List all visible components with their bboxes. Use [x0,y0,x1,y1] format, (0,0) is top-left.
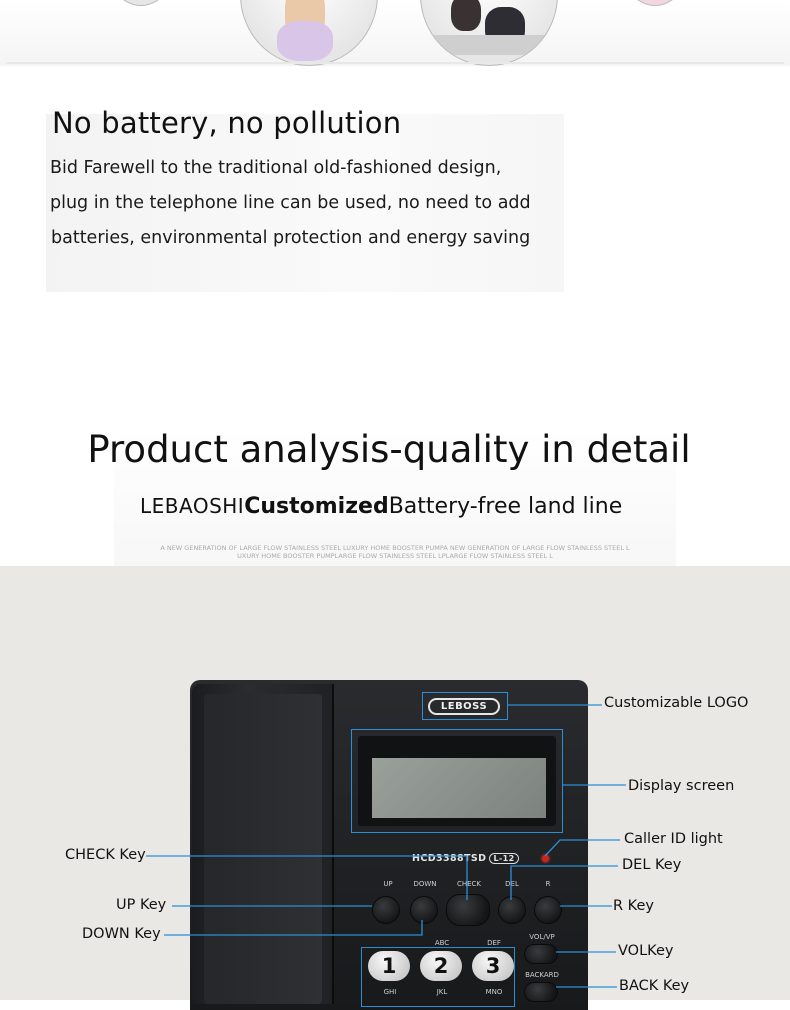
analysis-heading: Product analysis-quality in detail [87,428,691,471]
circle-photo-right-partial [612,0,698,6]
circle-photo-child [240,0,378,66]
up-key[interactable] [372,896,400,924]
callout-down: DOWN Key [82,926,161,942]
callout-del: DEL Key [622,857,682,873]
back-key[interactable] [524,982,558,1002]
handset-inner-panel [204,694,322,1004]
callout-check: CHECK Key [65,847,146,863]
callout-caller-id: Caller ID light [624,831,723,847]
down-key[interactable] [410,896,438,924]
customized-label: Customized [244,494,389,519]
pollution-line-3: batteries, environmental protection and energy saving [51,228,531,248]
numpad-highlight-box [361,947,515,1007]
numpad-key-3[interactable]: 3 [472,951,514,981]
key-label-down: DOWN [413,880,437,888]
fine-print-1: A NEW GENERATION OF LARGE FLOW STAINLESS STEEL LUXURY HOME BOOSTER PUMPA NEW GENERATION OF LARGE FLOW STAINLESS STEEL L [160,544,630,552]
model-label [412,853,519,864]
vol-key[interactable] [524,944,558,964]
display-screen [372,758,546,818]
pollution-line-1: Bid Farewell to the traditional old-fashioned design, [50,158,502,178]
phone-logo: LEBOSS [428,698,500,715]
pollution-heading: No battery, no pollution [52,106,402,140]
key-label-back: BACKARD [525,971,559,979]
callout-back: BACK Key [619,978,690,994]
key-label-r: R [545,880,551,888]
callout-vol: VOLKey [618,943,674,959]
callout-display: Display screen [628,778,735,794]
numpad-key-2[interactable]: 2 [420,951,462,981]
analysis-subtitle [140,494,622,519]
callout-logo: Customizable LOGO [604,695,749,711]
key-label-check: CHECK [456,880,482,888]
fine-print-2: UXURY HOME BOOSTER PUMPLARGE FLOW STAINLESS STEEL LPLARGE FLOW STAINLESS STEEL L [237,552,553,560]
key-label-vol: VOL/VP [529,933,555,941]
model-number: HCD3388TSD [412,853,487,864]
strip-divider [6,62,784,64]
callout-r: R Key [613,898,654,914]
top-photo-strip [0,0,790,66]
brand-name: LEBAOSHI [140,494,245,518]
numpad-letters-abc: ABC [434,939,450,947]
check-key[interactable] [446,894,490,926]
callout-up: UP Key [116,897,167,913]
numpad-key-1[interactable]: 1 [368,951,410,981]
caller-id-light [542,855,549,862]
numpad-letters-def: DEF [487,939,501,947]
numpad-letters-jkl: JKL [436,988,448,996]
numpad-letters-mno: MNO [485,988,503,996]
numpad-letters-ghi: GHI [383,988,397,996]
del-key[interactable] [498,896,526,924]
model-badge: L-12 [489,853,518,864]
pollution-line-2: plug in the telephone line can be used, no need to add [50,193,531,213]
circle-photo-left-partial [98,0,184,6]
product-name: Battery-free land line [388,494,623,519]
key-label-del: DEL [505,880,519,888]
key-label-up: UP [383,880,393,888]
circle-photo-office [420,0,558,66]
r-key[interactable] [534,896,562,924]
